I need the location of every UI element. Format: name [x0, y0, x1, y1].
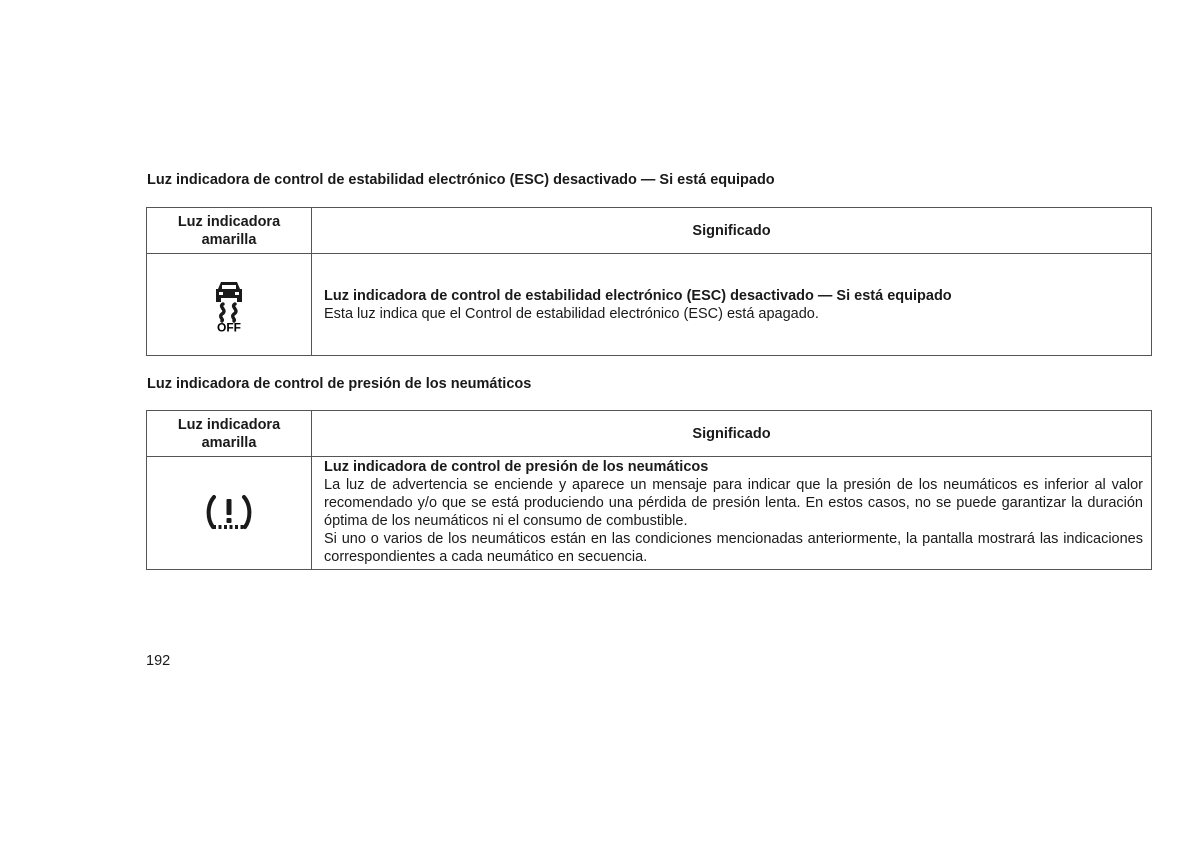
tire-pressure-warning-icon — [204, 491, 254, 535]
indicator-icon-cell — [147, 457, 312, 570]
column-header-indicator: Luz indicadora amarilla — [147, 411, 312, 457]
esc-off-label: OFF — [217, 320, 241, 332]
row-description: La luz de advertencia se enciende y aparece un mensaje para indicar que la presión de los neumáticos es inferior al valor recomendado y/o que se está produciendo una pérdida de presión lenta. En estos casos, no se puede garantizar la duración óptima de los neumáticos ni el consumo de combustible. — [324, 477, 1143, 529]
row-title: Luz indicadora de control de presión de los neumáticos — [324, 459, 709, 475]
tire-pressure-indicator-table — [146, 410, 1152, 570]
section-heading-tire-pressure: Luz indicadora de control de presión de los neumáticos — [147, 376, 532, 392]
section-heading-esc: Luz indicadora de control de estabilidad electrónico (ESC) desactivado — Si está equipado — [147, 172, 775, 188]
meaning-cell — [312, 254, 1152, 356]
esc-indicator-table — [146, 207, 1152, 356]
row-title: Luz indicadora de control de estabilidad electrónico (ESC) desactivado — Si está equipado — [324, 287, 952, 304]
page-number: 192 — [146, 653, 171, 669]
column-header-meaning: Significado — [312, 208, 1152, 254]
column-header-meaning: Significado — [312, 411, 1152, 457]
meaning-cell — [312, 457, 1152, 570]
esc-off-icon — [209, 278, 249, 332]
row-description: Esta luz indica que el Control de estabilidad electrónico (ESC) está apagado. — [324, 305, 819, 322]
indicator-icon-cell — [147, 254, 312, 356]
row-description-2: Si uno o varios de los neumáticos están en las condiciones mencionadas anteriormente, la pantalla mostrará las indicaciones correspondientes a cada neumático en secuencia. — [324, 531, 1143, 565]
column-header-indicator: Luz indicadora amarilla — [147, 208, 312, 254]
